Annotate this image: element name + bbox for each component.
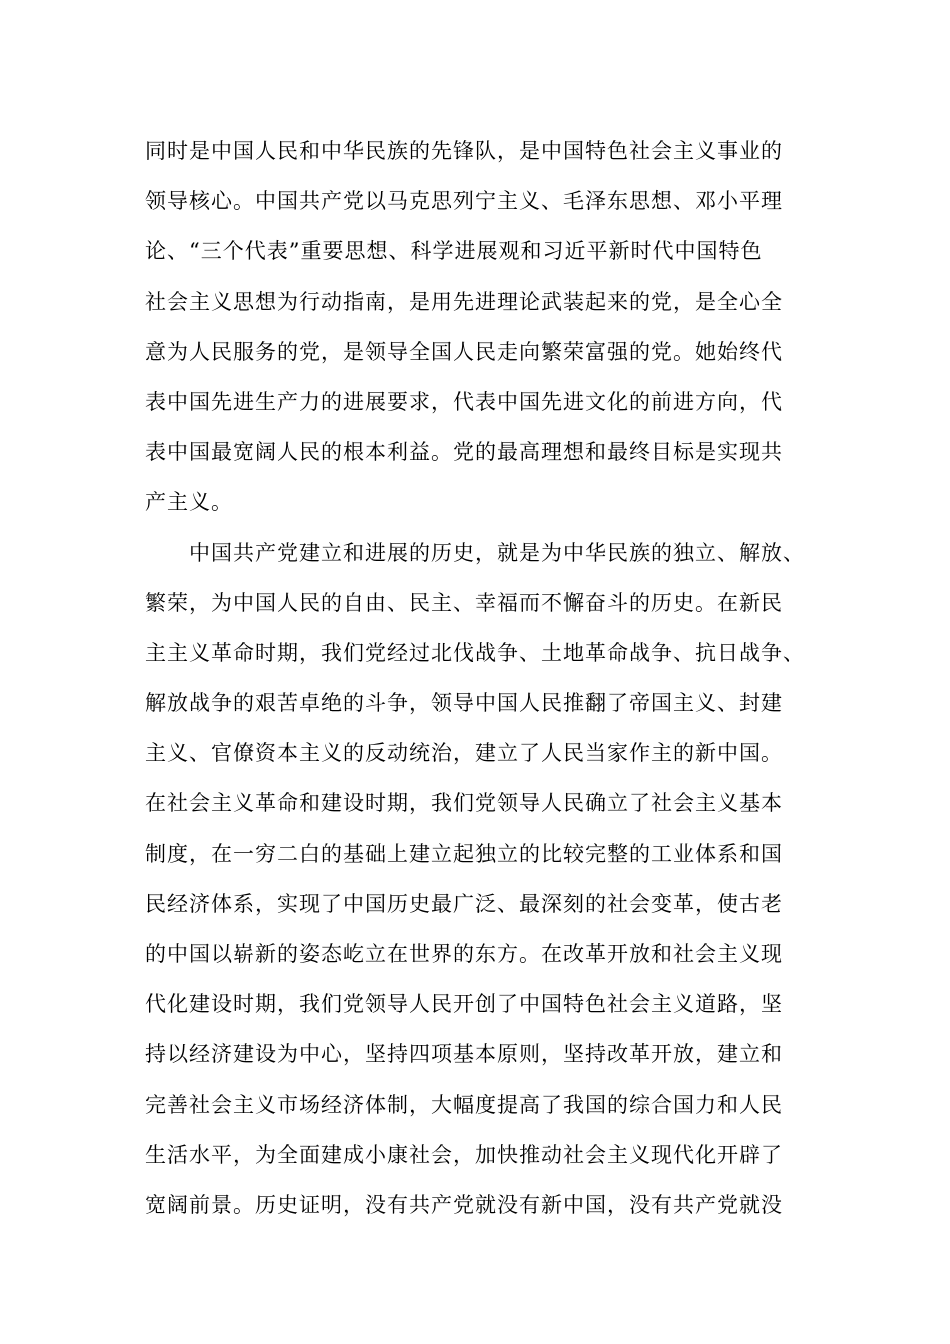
- text-line: 意为人民服务的党，是领导全国人民走向繁荣富强的党。她始终代: [145, 339, 783, 364]
- text-line: 论、“三个代表”重要思想、科学进展观和习近平新时代中国特色: [145, 239, 763, 264]
- text-line: 宽阔前景。历史证明，没有共产党就没有新中国，没有共产党就没: [145, 1192, 783, 1217]
- text-line: 领导核心。中国共产党以马克思列宁主义、毛泽东思想、邓小平理: [145, 189, 783, 214]
- text-line: 表中国先进生产力的进展要求，代表中国先进文化的前进方向，代: [145, 389, 783, 414]
- text-line: 主义、官僚资本主义的反动统治，建立了人民当家作主的新中国。: [145, 741, 783, 766]
- text-line: 民经济体系，实现了中国历史最广泛、最深刻的社会变革，使古老: [145, 891, 783, 916]
- text-line: 产主义。: [145, 490, 233, 515]
- text-line: 生活水平，为全面建成小康社会，加快推动社会主义现代化开辟了: [145, 1142, 783, 1167]
- text-line: 繁荣，为中国人民的自由、民主、幸福而不懈奋斗的历史。在新民: [145, 590, 783, 615]
- text-line: 表中国最宽阔人民的根本利益。党的最高理想和最终目标是实现共: [145, 440, 783, 465]
- text-line: 制度，在一穷二白的基础上建立起独立的比较完整的工业体系和国: [145, 841, 783, 866]
- text-line: 持以经济建设为中心，坚持四项基本原则，坚持改革开放，建立和: [145, 1042, 783, 1067]
- text-line: 在社会主义革命和建设时期，我们党领导人民确立了社会主义基本: [145, 791, 783, 816]
- text-line: 代化建设时期，我们党领导人民开创了中国特色社会主义道路，坚: [145, 992, 783, 1017]
- text-line: 中国共产党建立和进展的历史，就是为中华民族的独立、解放、: [145, 540, 805, 565]
- text-line: 解放战争的艰苦卓绝的斗争，领导中国人民推翻了帝国主义、封建: [145, 691, 783, 716]
- text-line: 完善社会主义市场经济体制，大幅度提高了我国的综合国力和人民: [145, 1092, 783, 1117]
- text-line: 同时是中国人民和中华民族的先锋队，是中国特色社会主义事业的: [145, 139, 783, 163]
- text-line: 社会主义思想为行动指南，是用先进理论武装起来的党，是全心全: [145, 289, 783, 314]
- text-line: 主主义革命时期，我们党经过北伐战争、土地革命战争、抗日战争、: [145, 640, 805, 665]
- body-text: [145, 126, 845, 1230]
- text-line: 的中国以崭新的姿态屹立在世界的东方。在改革开放和社会主义现: [145, 942, 783, 966]
